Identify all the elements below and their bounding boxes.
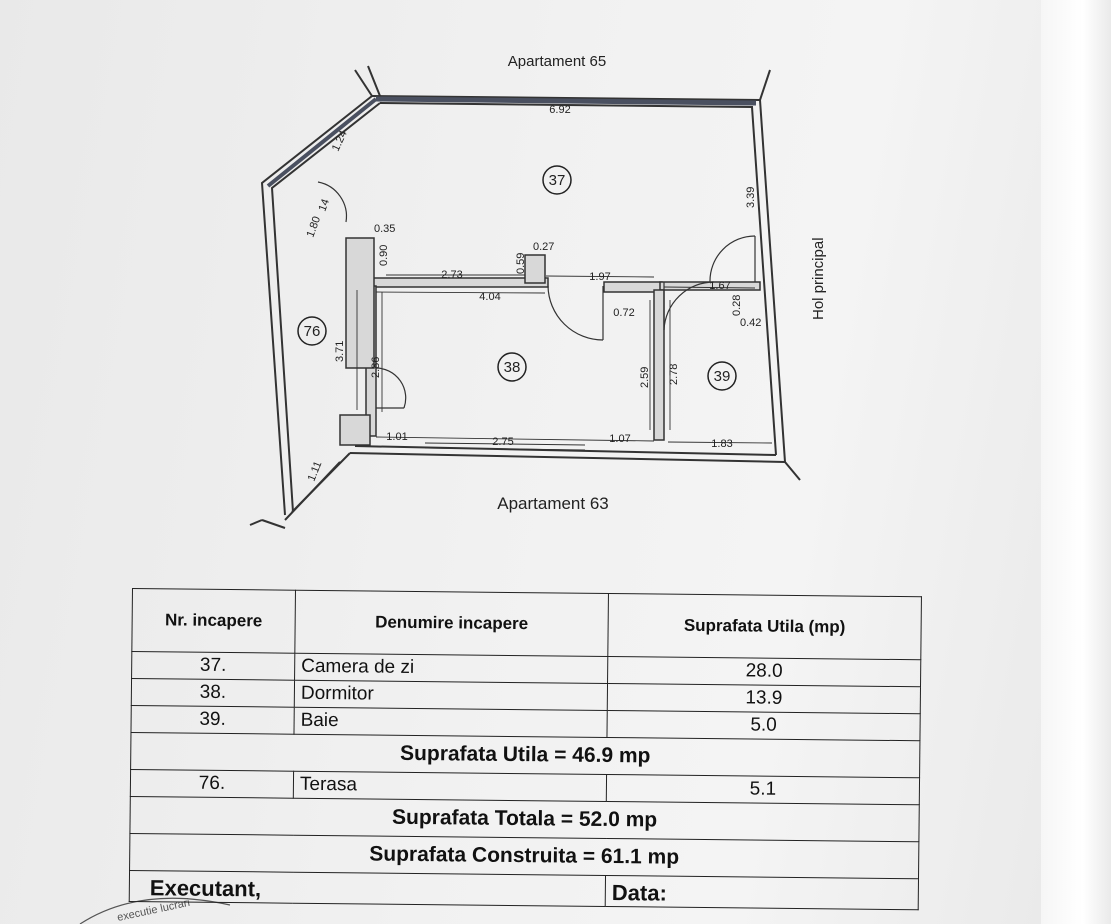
row-name: Camera de zi	[295, 653, 608, 683]
label-hol-principal: Hol principal	[810, 237, 827, 320]
dim-label: 0.90	[378, 244, 390, 266]
totala-total: Suprafata Totala = 52.0 mp	[130, 796, 919, 841]
dim-label: 2.86	[370, 356, 382, 378]
dim-label: 0.28	[731, 294, 743, 316]
dim-label: 0.72	[613, 307, 635, 319]
terrace-name: Terasa	[293, 771, 606, 801]
label-apartament-63: Apartament 63	[497, 494, 609, 513]
executant-label	[129, 870, 605, 906]
row-nr: 38.	[131, 679, 294, 708]
dim-label: 6.92	[549, 104, 571, 116]
dim-label: 3.39	[745, 186, 757, 208]
dim-label: 14	[316, 197, 333, 214]
dim-label: 4.04	[479, 291, 501, 303]
dim-label: 2.75	[492, 436, 514, 448]
stamp-text: executie lucrari	[116, 896, 191, 924]
wall-38-39	[654, 290, 664, 440]
dim-label: 1.83	[711, 438, 733, 450]
area-table	[129, 588, 922, 910]
header-denumire: Denumire incapere	[295, 590, 609, 656]
room-39-number: 39	[713, 368, 731, 385]
label-apartament-65: Apartament 65	[507, 53, 607, 70]
row-area: 13.9	[607, 683, 920, 713]
dim-label: 0.35	[374, 223, 396, 235]
header-suprafata: Suprafata Utila (mp)	[608, 593, 922, 659]
room-38-number: 38	[503, 359, 521, 376]
dim-label: 1.80	[304, 214, 324, 240]
row-area: 5.0	[607, 710, 920, 740]
data-label: Data:	[605, 875, 918, 909]
room-37-number: 37	[548, 172, 566, 189]
header-nr: Nr. incapere	[132, 589, 296, 654]
row-name: Baie	[294, 707, 607, 737]
dim-label: 0.42	[740, 317, 762, 329]
table-header-row	[132, 589, 922, 660]
row-nr: 39.	[131, 705, 294, 734]
dim-label: 2.59	[639, 366, 651, 388]
dim-label: 1.11	[305, 459, 325, 484]
row-name: Dormitor	[294, 680, 607, 710]
utila-total: Suprafata Utila = 46.9 mp	[131, 732, 920, 777]
dim-label: 0.59	[515, 252, 527, 274]
room-76-number: 76	[303, 323, 321, 340]
dim-label: 1.01	[386, 431, 408, 443]
dim-label: 2.78	[668, 363, 680, 385]
dim-label: 3.71	[334, 340, 346, 362]
dim-label: 1.67	[709, 280, 731, 292]
dim-label: 1.97	[589, 271, 611, 283]
row-nr: 37.	[132, 652, 295, 681]
executant-text: Executant,	[149, 875, 262, 902]
dim-label: 0.27	[533, 241, 555, 253]
construita-total: Suprafata Construita = 61.1 mp	[130, 833, 919, 878]
terrace-area: 5.1	[606, 774, 919, 804]
terrace-nr: 76.	[130, 769, 293, 798]
dim-label: 1.24	[329, 128, 350, 154]
dim-label: 1.07	[609, 433, 631, 445]
dim-label: 2.73	[441, 269, 463, 281]
row-area: 28.0	[608, 656, 921, 686]
